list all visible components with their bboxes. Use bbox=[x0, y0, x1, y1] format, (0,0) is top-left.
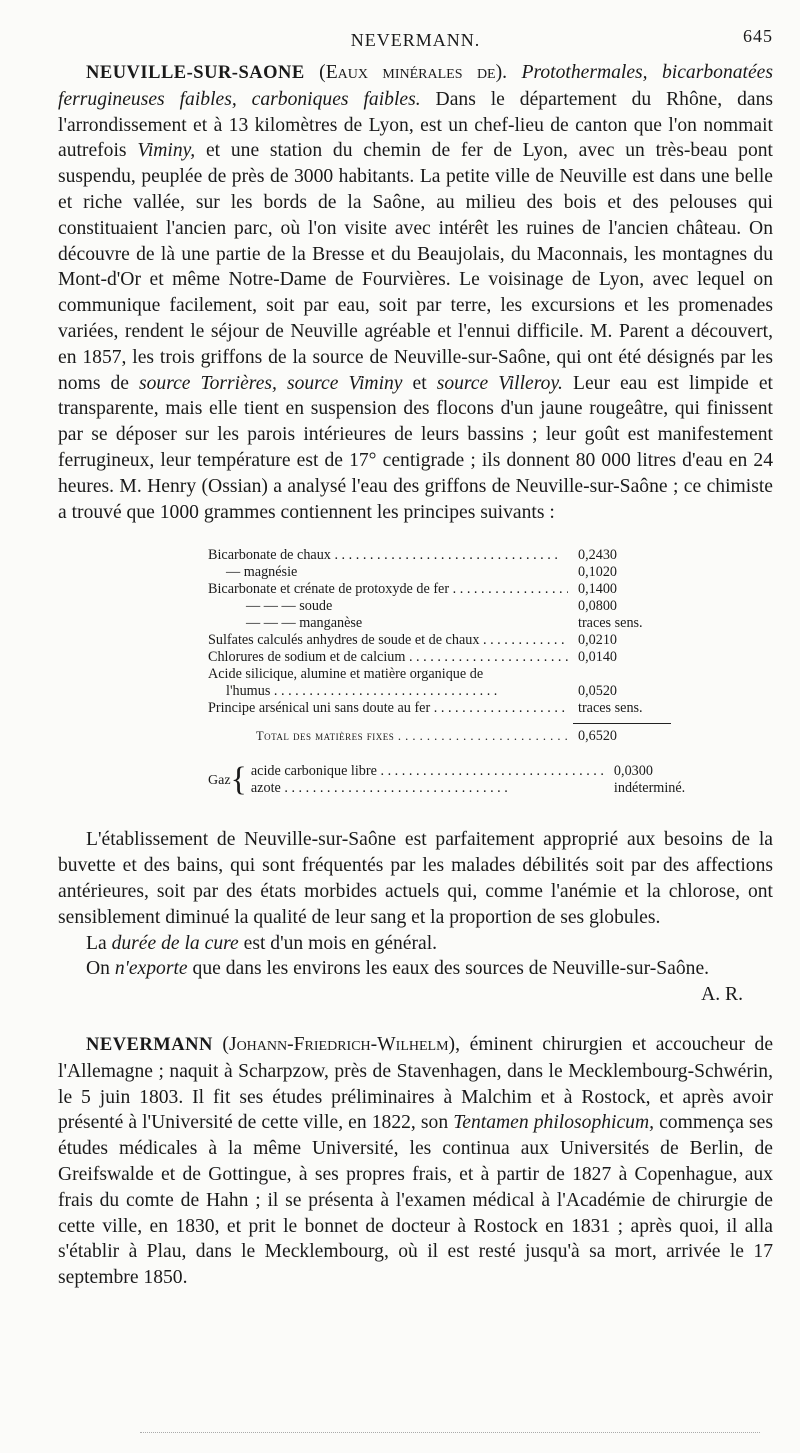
running-title: NEVERMANN. bbox=[350, 30, 481, 50]
article-neuville-intro bbox=[58, 60, 773, 525]
gas-row-value: indéterminé. bbox=[613, 780, 686, 797]
table-row-value: 0,0210 bbox=[578, 632, 618, 649]
bottom-margin-rule bbox=[140, 1432, 760, 1433]
source-torrieres: source Torrières, bbox=[138, 372, 277, 394]
table-row-value: 0,0520 bbox=[578, 683, 618, 700]
table-row-value: 0,0800 bbox=[578, 598, 618, 615]
classification: Protothermales, bicarbonatées ferrugineuses faibles, carboniques faibles. bbox=[58, 62, 773, 110]
paren-close: ). bbox=[495, 62, 508, 83]
signature: A. R. bbox=[701, 984, 743, 1006]
headword-neuville: NEUVILLE-SUR-SAONE bbox=[86, 63, 305, 83]
gas-row-label: azote bbox=[250, 780, 281, 797]
export-emphasis: n'exporte bbox=[114, 958, 188, 980]
table-row-value: 0,2430 bbox=[578, 547, 618, 564]
intro-text-a: Dans le département du Rhône, dans l'arrondissement et à 13 kilomètres de Lyon, est un chef-lieu de canton que l'on nommait autrefois bbox=[58, 88, 773, 162]
viminy-name: Viminy, bbox=[137, 140, 196, 162]
table-row-value: traces sens. bbox=[578, 700, 643, 717]
gas-label: Gaz bbox=[208, 772, 231, 788]
table-row-label: Principe arsénical uni sans doute au fer bbox=[208, 700, 431, 717]
table-row-label: Chlorures de sodium et de calcium bbox=[208, 649, 406, 666]
paren-open: ( bbox=[319, 62, 326, 83]
gas-row-label: acide carbonique libre bbox=[250, 763, 377, 780]
running-head bbox=[58, 26, 773, 60]
subtitle-smallcaps: Eaux minérales de bbox=[325, 62, 496, 83]
gas-row bbox=[251, 763, 709, 780]
table-row bbox=[208, 564, 673, 581]
total-label: Total des matières fixes bbox=[256, 729, 395, 744]
table-row-value: 0,1020 bbox=[578, 564, 618, 581]
paragraph-cure-duration bbox=[58, 931, 773, 957]
table-row bbox=[208, 581, 673, 598]
table-row-label: Sulfates calculés anhydres de soude et de chaux bbox=[208, 632, 480, 649]
full-names: Johann-Friedrich-Wilhelm bbox=[228, 1033, 449, 1055]
names-paren-close: ), bbox=[448, 1033, 460, 1055]
bio-text-a: éminent chirurgien et accoucheur de l'Allemagne ; naquit à Scharpzow, près de Stavenhagen, dans le Mecklembourg-Schwérin, le 5 juin 1803. Il fit ses études préliminaires à Malchim et à Rostock, et après avoir présenté à l'Université de cette ville, en 1822, son bbox=[58, 1033, 774, 1134]
cure-text-a: La bbox=[86, 932, 107, 954]
gas-block bbox=[208, 761, 686, 799]
intro-text-c: Leur eau est limpide et transparente, mais elle tient en suspension des flocons d'un jaune rougeâtre, qui finissent par se déposer sur les parois intérieures de leurs bassins ; leur goût est manifestement ferrugineux, leur température est de 17° centigrade ; ils donnent 80 000 litres d'eau en 24 heures. M. Henry (Ossian) a analysé l'eau des griffons de Neuville-sur-Saône ; ce chimiste a trouvé que 1000 grammes contiennent les principes suivants : bbox=[58, 372, 773, 523]
source-viminy: source Viminy bbox=[286, 372, 403, 394]
intro-text-b: et une station du chemin de fer de Lyon, avec un très-beau pont suspendu, peuplée de près de 3000 habitants. La petite ville de Neuville est dans une belle et riche vallée, sur les bords de la Saône, au milieu des bois et des pelouses qui constituaient l'ancien parc, où l'on visite avec intérêt les ruines de l'ancien château. On découvre de là une partie de la Bresse et du Beaujolais, du Maconnais, les montagnes du Mont-d'Or et même Notre-Dame de Fourvières. Le voisinage de Lyon, avec lequel on communique facilement, soit par eau, soit par terre, les excursions et les promenades variées, rendent le séjour de Neuville agréable et l'ennui difficile. M. Parent a découvert, en 1857, les trois griffons de la source de Neuville-sur-Saône, qui ont été désignés par les noms de bbox=[58, 140, 773, 394]
brace-icon: { bbox=[230, 761, 247, 799]
total-value: 0,6520 bbox=[578, 728, 618, 745]
paragraph-establishment: L'établissement de Neuville-sur-Saône est parfaitement approprié aux besoins de la buvette et des bains, qui sont fréquentés par les malades débilités soit par des affections antérieures, soit par des états morbides actuels qui, comme l'anémie et la chlorose, ont sensiblement diminué la qualité de leur sang et la proportion de ses globules. bbox=[58, 829, 773, 928]
table-row bbox=[208, 547, 673, 564]
table-row bbox=[208, 683, 673, 700]
table-row-label: — magnésie bbox=[226, 564, 298, 581]
export-text-b: que dans les environs les eaux des sources de Neuville-sur-Saône. bbox=[192, 958, 710, 980]
thesis-title: Tentamen philosophicum, bbox=[453, 1112, 655, 1134]
table-row-value: 0,0140 bbox=[578, 649, 618, 666]
mineral-analysis-table bbox=[208, 547, 686, 799]
article-nevermann bbox=[58, 1032, 773, 1291]
table-row-label: l'humus bbox=[226, 683, 271, 700]
table-row-value: 0,1400 bbox=[578, 581, 618, 598]
cure-text-b: est d'un mois en général. bbox=[243, 932, 438, 954]
and-word: et bbox=[412, 372, 427, 394]
gas-row bbox=[251, 780, 709, 797]
paragraph-export bbox=[58, 956, 773, 982]
cure-emphasis: durée de la cure bbox=[111, 932, 239, 954]
gas-row-value: 0,0300 bbox=[613, 763, 653, 780]
table-row-label: — — — manganèse bbox=[246, 615, 363, 632]
bio-text-b: commença ses études médicales à la même Université, les continua aux Universités de Berlin, de Greifswalde et de Gottingue, à ses propres frais, et à partir de 1827 à Copenhague, aux frais du comte de Hahn ; il se présenta à l'examen médical à l'Académie de chirurgie de cette ville, en 1830, et prit le bonnet de docteur à Rostock en 1831 ; après quoi, il alla s'établir à Plau, dans le Mecklembourg, où il est resté jusqu'à sa mort, arrivée le 17 septembre 1850. bbox=[58, 1112, 773, 1289]
table-row-label: Bicarbonate de chaux bbox=[208, 547, 331, 564]
table-row-label: — — — soude bbox=[246, 598, 333, 615]
headword-nevermann: NEVERMANN bbox=[86, 1034, 213, 1055]
export-text-a: On bbox=[86, 958, 110, 980]
table-row-label: Acide silicique, alumine et matière organique de bbox=[208, 666, 484, 683]
table-row bbox=[208, 632, 673, 649]
table-row bbox=[208, 700, 673, 717]
table-row bbox=[208, 615, 673, 632]
table-row-label: Bicarbonate et crénate de protoxyde de fer bbox=[208, 581, 450, 598]
table-row bbox=[208, 649, 673, 666]
names-paren-open: ( bbox=[222, 1033, 229, 1055]
table-row bbox=[208, 598, 673, 615]
table-row bbox=[208, 666, 673, 683]
document-page bbox=[58, 26, 773, 1291]
page-number: 645 bbox=[743, 26, 773, 46]
total-row bbox=[208, 728, 673, 745]
total-rule bbox=[573, 723, 671, 724]
source-villeroy: source Villeroy. bbox=[436, 372, 563, 394]
table-row-value: traces sens. bbox=[578, 615, 643, 632]
